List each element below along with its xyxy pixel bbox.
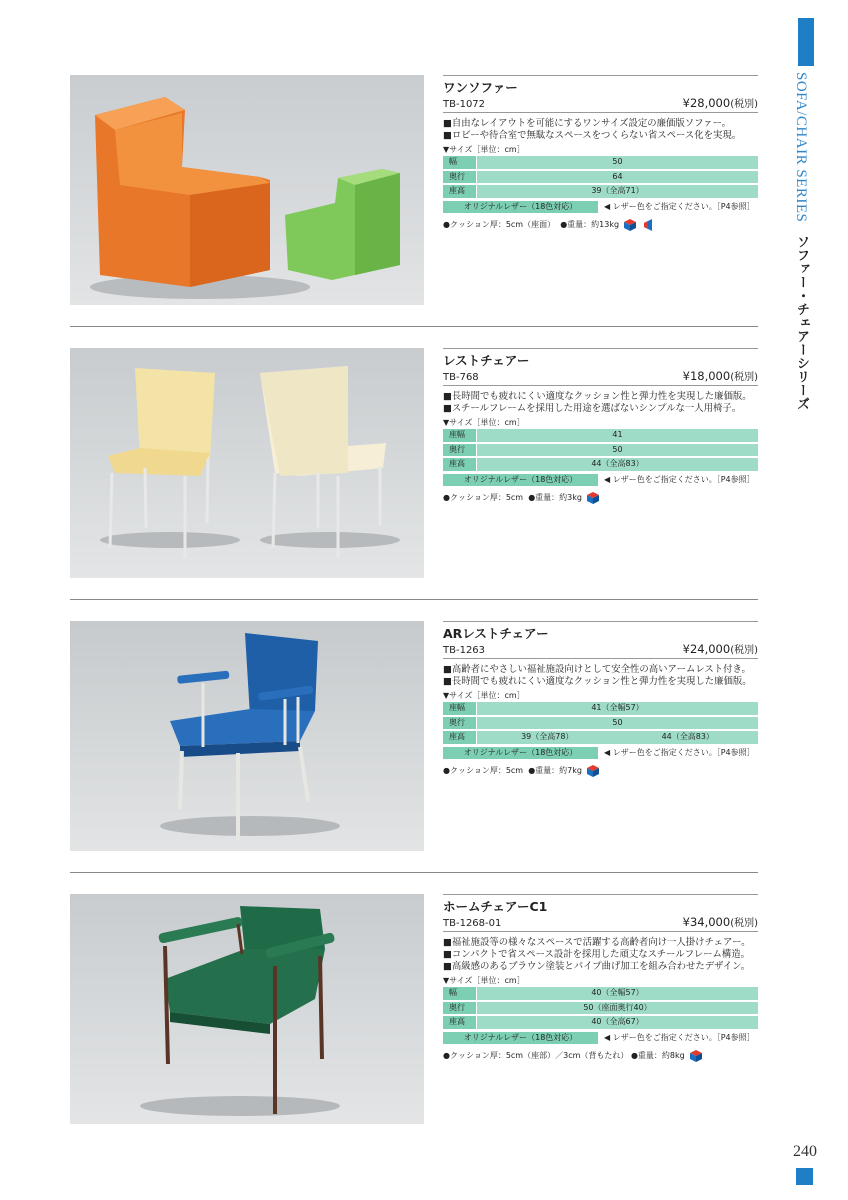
side-title-jp: ソファー・チェアーシリーズ [794,234,809,411]
product-photo-rest-chair [70,348,424,578]
product-name: ワンソファー [443,80,518,95]
spec-row-seat-height: 座高 44（全高83） [443,458,758,471]
page-marker [796,1168,813,1185]
size-heading: ▼サイズ［単位：cm］ [443,145,525,154]
spec-row-depth: 奥行 64 [443,171,758,184]
product-photo-ar-rest-chair [70,621,424,851]
section-divider [70,326,758,327]
spec-row-depth: 奥行 50 [443,444,758,457]
spec-row-seat-height: 座高 40（全高67） [443,1016,758,1029]
spec-row-seat-height: 座高 39（全高71） [443,185,758,198]
section-divider [70,599,758,600]
product-info-ar-rest-chair [443,621,758,779]
product-code: TB-1263 [443,645,486,656]
size-heading: ▼サイズ［単位：cm］ [443,691,525,700]
side-accent-bar [798,18,814,66]
package-cube-icon [586,764,600,778]
leather-option: オリジナルレザー（18色対応） ◀ レザー色をご指定ください。［P4参照］ [443,474,758,486]
spec-row-width: 幅 50 [443,156,758,169]
spec-row-depth: 奥行 50 [443,717,758,730]
product-info-home-chair-c1 [443,894,758,1064]
product-code: TB-1268-01 [443,918,502,929]
spec-row-seat-height: 座高 39（全高78） 44（全高83） [443,731,758,744]
product-description: ■福祉施設等の様々なスペースで活躍する高齢者向け一人掛けチェアー。 ■コンパクトで省スペース設計を採用した頑丈なスチールフレーム構造。 ■高級感のあるブラウン塗装とパイプ曲げ加工を組み合わせたデザイン。 [443,937,751,972]
spec-row-width: 座幅 41 [443,429,758,442]
size-heading: ▼サイズ［単位：cm］ [443,418,525,427]
leather-option: オリジナルレザー（18色対応） ◀ レザー色をご指定ください。［P4参照］ [443,747,758,759]
product-photo-one-sofa [70,75,424,305]
product-code: TB-1072 [443,99,486,110]
product-photo-home-chair-c1 [70,894,424,1124]
package-cube-icon [689,1049,703,1063]
leather-option: オリジナルレザー（18色対応） ◀ レザー色をご指定ください。［P4参照］ [443,1032,758,1044]
section-divider [70,872,758,873]
product-price: ¥24,000(税別) [682,642,758,656]
cushion-weight-info: ●クッション厚：5cm（座面） ●重量：約13kg [443,217,758,233]
product-info-rest-chair [443,348,758,506]
size-heading: ▼サイズ［単位：cm］ [443,976,525,985]
page-number: 240 [793,1143,817,1160]
product-name: ARレストチェアー [443,626,549,641]
package-cube-icon [623,218,637,232]
cushion-weight-info: ●クッション厚：5cm ●重量：約7kg [443,763,758,779]
product-price: ¥28,000(税別) [682,96,758,110]
product-info-one-sofa [443,75,758,233]
leather-option: オリジナルレザー（18色対応） ◀ レザー色をご指定ください。［P4参照］ [443,201,758,213]
product-description: ■高齢者にやさしい福祉施設向けとして安全性の高いアームレスト付き。 ■長時間でも疲れにくい適度なクッション性と弾力性を実現した廉価版。 [443,664,752,687]
product-price: ¥18,000(税別) [682,369,758,383]
spec-row-depth: 奥行 50（座面奥行40） [443,1002,758,1015]
spec-row-width: 座幅 41（全幅57） [443,702,758,715]
side-series-title [792,72,811,410]
product-description: ■自由なレイアウトを可能にするワンサイズ設定の廉価版ソファー。 ■ロビーや待合室で無駄なスペースをつくらない省スペース化を実現。 [443,118,742,141]
product-description: ■長時間でも疲れにくい適度なクッション性と弾力性を実現した廉価版。 ■スチールフレームを採用した用途を選ばないシンプルな一人用椅子。 [443,391,752,414]
package-flat-icon [641,218,655,232]
product-price: ¥34,000(税別) [682,915,758,929]
cushion-weight-info: ●クッション厚：5cm（座部）／3cm（背もたれ） ●重量：約8kg [443,1048,758,1064]
product-name: ホームチェアーC1 [443,899,548,914]
product-name: レストチェアー [443,353,530,368]
product-code: TB-768 [443,372,479,383]
side-title-en: SOFA/CHAIR SERIES [793,72,809,223]
cushion-weight-info: ●クッション厚：5cm ●重量：約3kg [443,490,758,506]
package-cube-icon [586,491,600,505]
spec-row-width: 幅 40（全幅57） [443,987,758,1000]
